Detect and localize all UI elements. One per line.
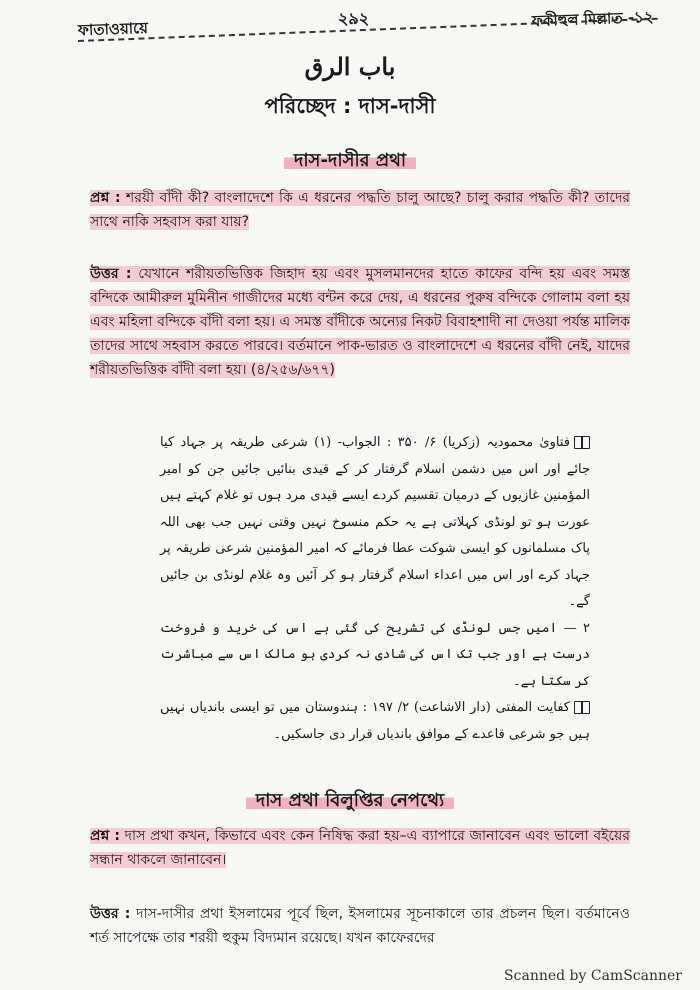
answer-text: দাস-দাসীর প্রথা ইসলামের পূর্বে ছিল, ইসলামের সূচনাকালে তার প্রচলন ছিল। বর্তমানেও শর্ত সাপেক্ষে তার শরয়ী হুকুম বিদ্যমান রয়েছে। যখন কাফেরদের bbox=[90, 906, 631, 946]
question-label: প্রশ্ন : bbox=[90, 828, 120, 844]
book-icon bbox=[574, 436, 590, 449]
header-volume: ফকীহুল মিল্লাত -১২ bbox=[532, 7, 655, 31]
arabic-chapter-title: باب الرق bbox=[304, 52, 396, 81]
answer-label: উত্তর : bbox=[90, 906, 131, 922]
question-label: প্রশ্ন : bbox=[90, 190, 121, 206]
chapter-title: পরিচ্ছেদ : দাস-দাসী bbox=[264, 94, 436, 118]
question-2 bbox=[90, 824, 630, 872]
question-1 bbox=[90, 186, 630, 234]
book-icon bbox=[574, 701, 590, 714]
reference-2: ۲ — امیں جس لونڈی کی تشریح کی گئی ہے اس کی خرید و فروخت درست ہے اور جب تک اس کی شادی نہ کردی ہو مالک اس سے مباشرت کر سکتا ہے۔ bbox=[160, 620, 590, 689]
answer-text: যেখানে শরীয়তভিত্তিক জিহাদ হয় এবং মুসলমানদের হাতে কাফের বন্দি হয় এবং সমস্ত বন্দিকে আমীরুল মুমিনীন গাজীদের মধ্যে বন্টন করে দেয়, এ ধরনের পুরুষ বন্দিকে গোলাম বলা হয় এবং মহিলা বন্দিকে বাঁদী বলা হয়। এ সমস্ত বাঁদীকে অন্যের নিকট বিবাহশাদী না দেওয়া পর্যন্ত মালিক তাদের সাথে সহবাস করতে পারবে। বর্তমানে পাক-ভারত ও বাংলাদেশে এ ধরনের বাঁদী নেই, যাদের শরীয়তভিত্তিক বাঁদী বলা হয়। bbox=[90, 266, 630, 378]
scanner-watermark: Scanned by CamScanner bbox=[504, 968, 682, 984]
answer-label: উত্তর : bbox=[90, 266, 132, 282]
answer-reference: (৪/২৫৬/৬৭৭) bbox=[250, 362, 335, 378]
reference-1: فتاویٰ محمودیہ (زکریا) ۶/ ۳۵۰ : الجواب- (۱) شرعی طریقہ پر جہاد کیا جائے اور اس میں دشمن اسلام گرفتار کر کے قیدی بنائیں جائیں جن کو امیر المؤمنین غازیوں کے درمیان تقسیم کردے ایسے قیدی مرد ہوں تو غلام کہتے ہیں عورت ہو تو لونڈی کہلاتی ہے یہ حکم منسوخ نہیں وقتی نہیں جب بھی اللہ پاک مسلمانوں کو ایسی شوکت عطا فرمائے کہ امیر المؤمنین شرعی طریقہ پر جہاد کرے اور اس میں اعداء اسلام گرفتار ہو کر آئیں وہ غلام لونڈی بن جائیں گے۔ bbox=[160, 435, 590, 609]
page-number: ২৯২ bbox=[338, 9, 370, 28]
section-heading-1: দাস-দাসীর প্রথা bbox=[0, 146, 700, 177]
question-text: শরয়ী বাঁদী কী? বাংলাদেশে কি এ ধরনের পদ্ধতি চালু আছে? চালু করার পদ্ধতি কী? তাদের সাথে নাকি সহবাস করা যায়? bbox=[90, 190, 631, 230]
answer-2 bbox=[90, 902, 630, 950]
question-text: দাস প্রথা কখন, কিভাবে এবং কেন নিষিদ্ধ করা হয়–এ ব্যাপারে জানাবেন এবং ভালো বইয়ের সন্ধান থাকলে জানাবেন। bbox=[90, 828, 631, 868]
section-heading-2: দাস প্রথা বিলুপ্তির নেপথ্যে bbox=[0, 786, 700, 817]
answer-1 bbox=[90, 262, 630, 382]
header-book-title: ফাতাওয়ায়ে bbox=[77, 18, 149, 40]
urdu-references bbox=[160, 430, 590, 748]
reference-3: کفایت المفتی (دار الاشاعت) ۲/ ۱۹۷ : ہندوستان میں تو ایسی باندیاں نہیں ہیں جو شرعی قاعدے کے موافق باندیاں قرار دی جاسکیں۔ bbox=[160, 700, 590, 742]
